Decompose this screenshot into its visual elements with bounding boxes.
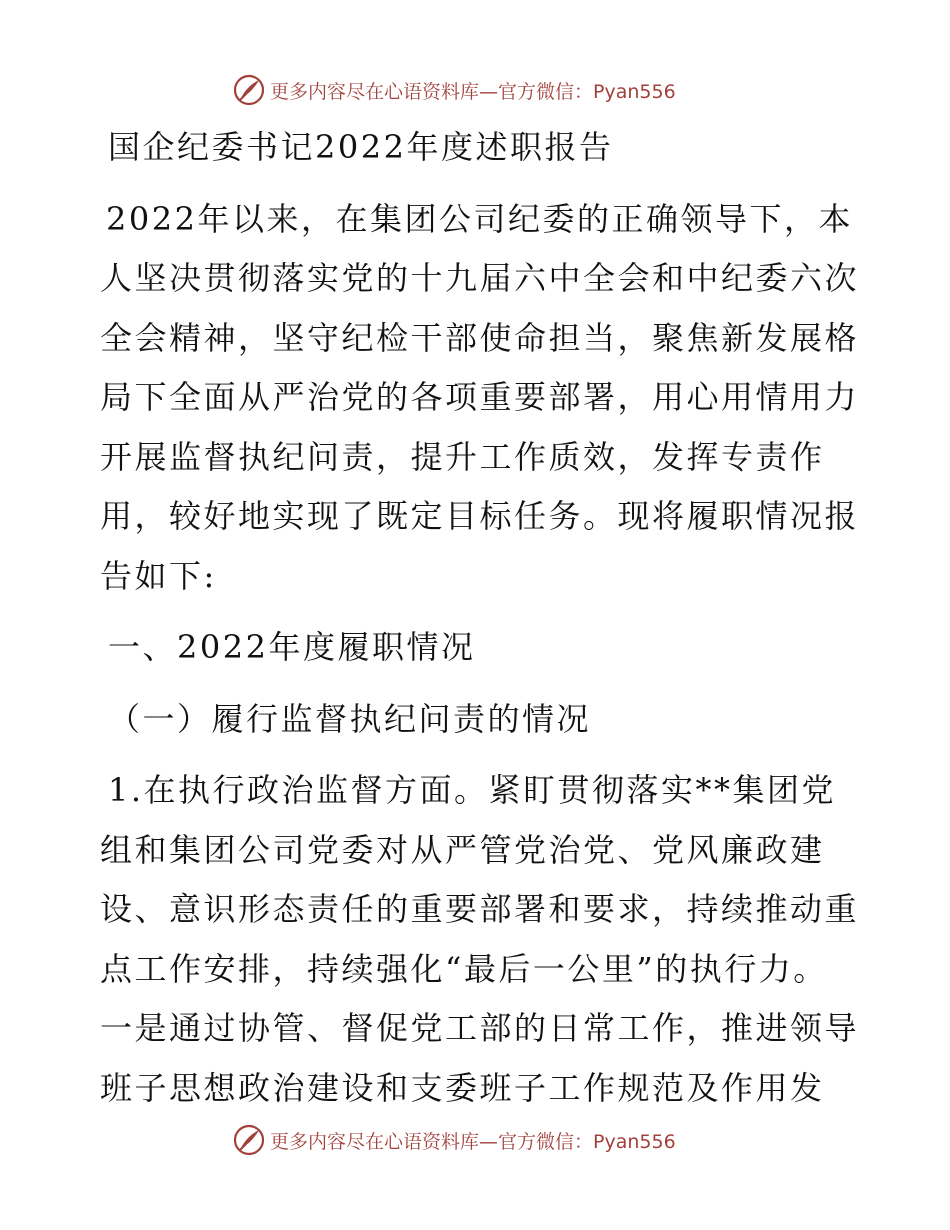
watermark-text: 更多内容尽在心语资料库—官方微信：Pyan556 xyxy=(270,1130,676,1153)
document-body xyxy=(100,118,860,1118)
intro-line-4: 局下全面从严治党的各项重要部署，用心用情用力 xyxy=(100,378,860,416)
item-line-5: 一是通过协管、督促党工部的日常工作，推进领导 xyxy=(100,1009,860,1047)
item-line-1: 1.在执行政治监督方面。紧盯贯彻落实**集团党 xyxy=(108,771,837,809)
watermark-text: 更多内容尽在心语资料库—官方微信：Pyan556 xyxy=(270,80,676,103)
intro-line-6: 用，较好地实现了既定目标任务。现将履职情况报 xyxy=(100,497,860,535)
intro-line-2: 人坚决贯彻落实党的十九届六中全会和中纪委六次 xyxy=(100,259,860,297)
header-watermark xyxy=(232,72,676,108)
intro-line-5: 开展监督执纪问责，提升工作质效，发挥专责作 xyxy=(100,437,825,476)
item-line-2: 组和集团公司党委对从严管党治党、党风廉政建 xyxy=(100,830,825,869)
footer-watermark xyxy=(232,1122,676,1158)
document-title: 国企纪委书记2022年度述职报告 xyxy=(108,128,614,166)
item-line-4: 点工作安排，持续强化“最后一公里”的执行力。 xyxy=(100,949,828,988)
intro-line-1: 2022年以来，在集团公司纪委的正确领导下，本 xyxy=(106,199,853,238)
subsection-heading: （一）履行监督执纪问责的情况 xyxy=(108,699,592,738)
intro-line-3: 全会精神，坚守纪检干部使命担当，聚焦新发展格 xyxy=(100,318,860,357)
item-line-6: 班子思想政治建设和支委班子工作规范及作用发 xyxy=(100,1068,825,1107)
intro-line-7: 告如下: xyxy=(100,556,217,595)
item-line-3: 设、意识形态责任的重要部署和要求，持续推动重 xyxy=(100,890,860,928)
quill-logo-icon xyxy=(232,73,266,107)
quill-logo-icon xyxy=(232,1123,266,1157)
section-heading: 一、2022年度履职情况 xyxy=(108,628,476,666)
